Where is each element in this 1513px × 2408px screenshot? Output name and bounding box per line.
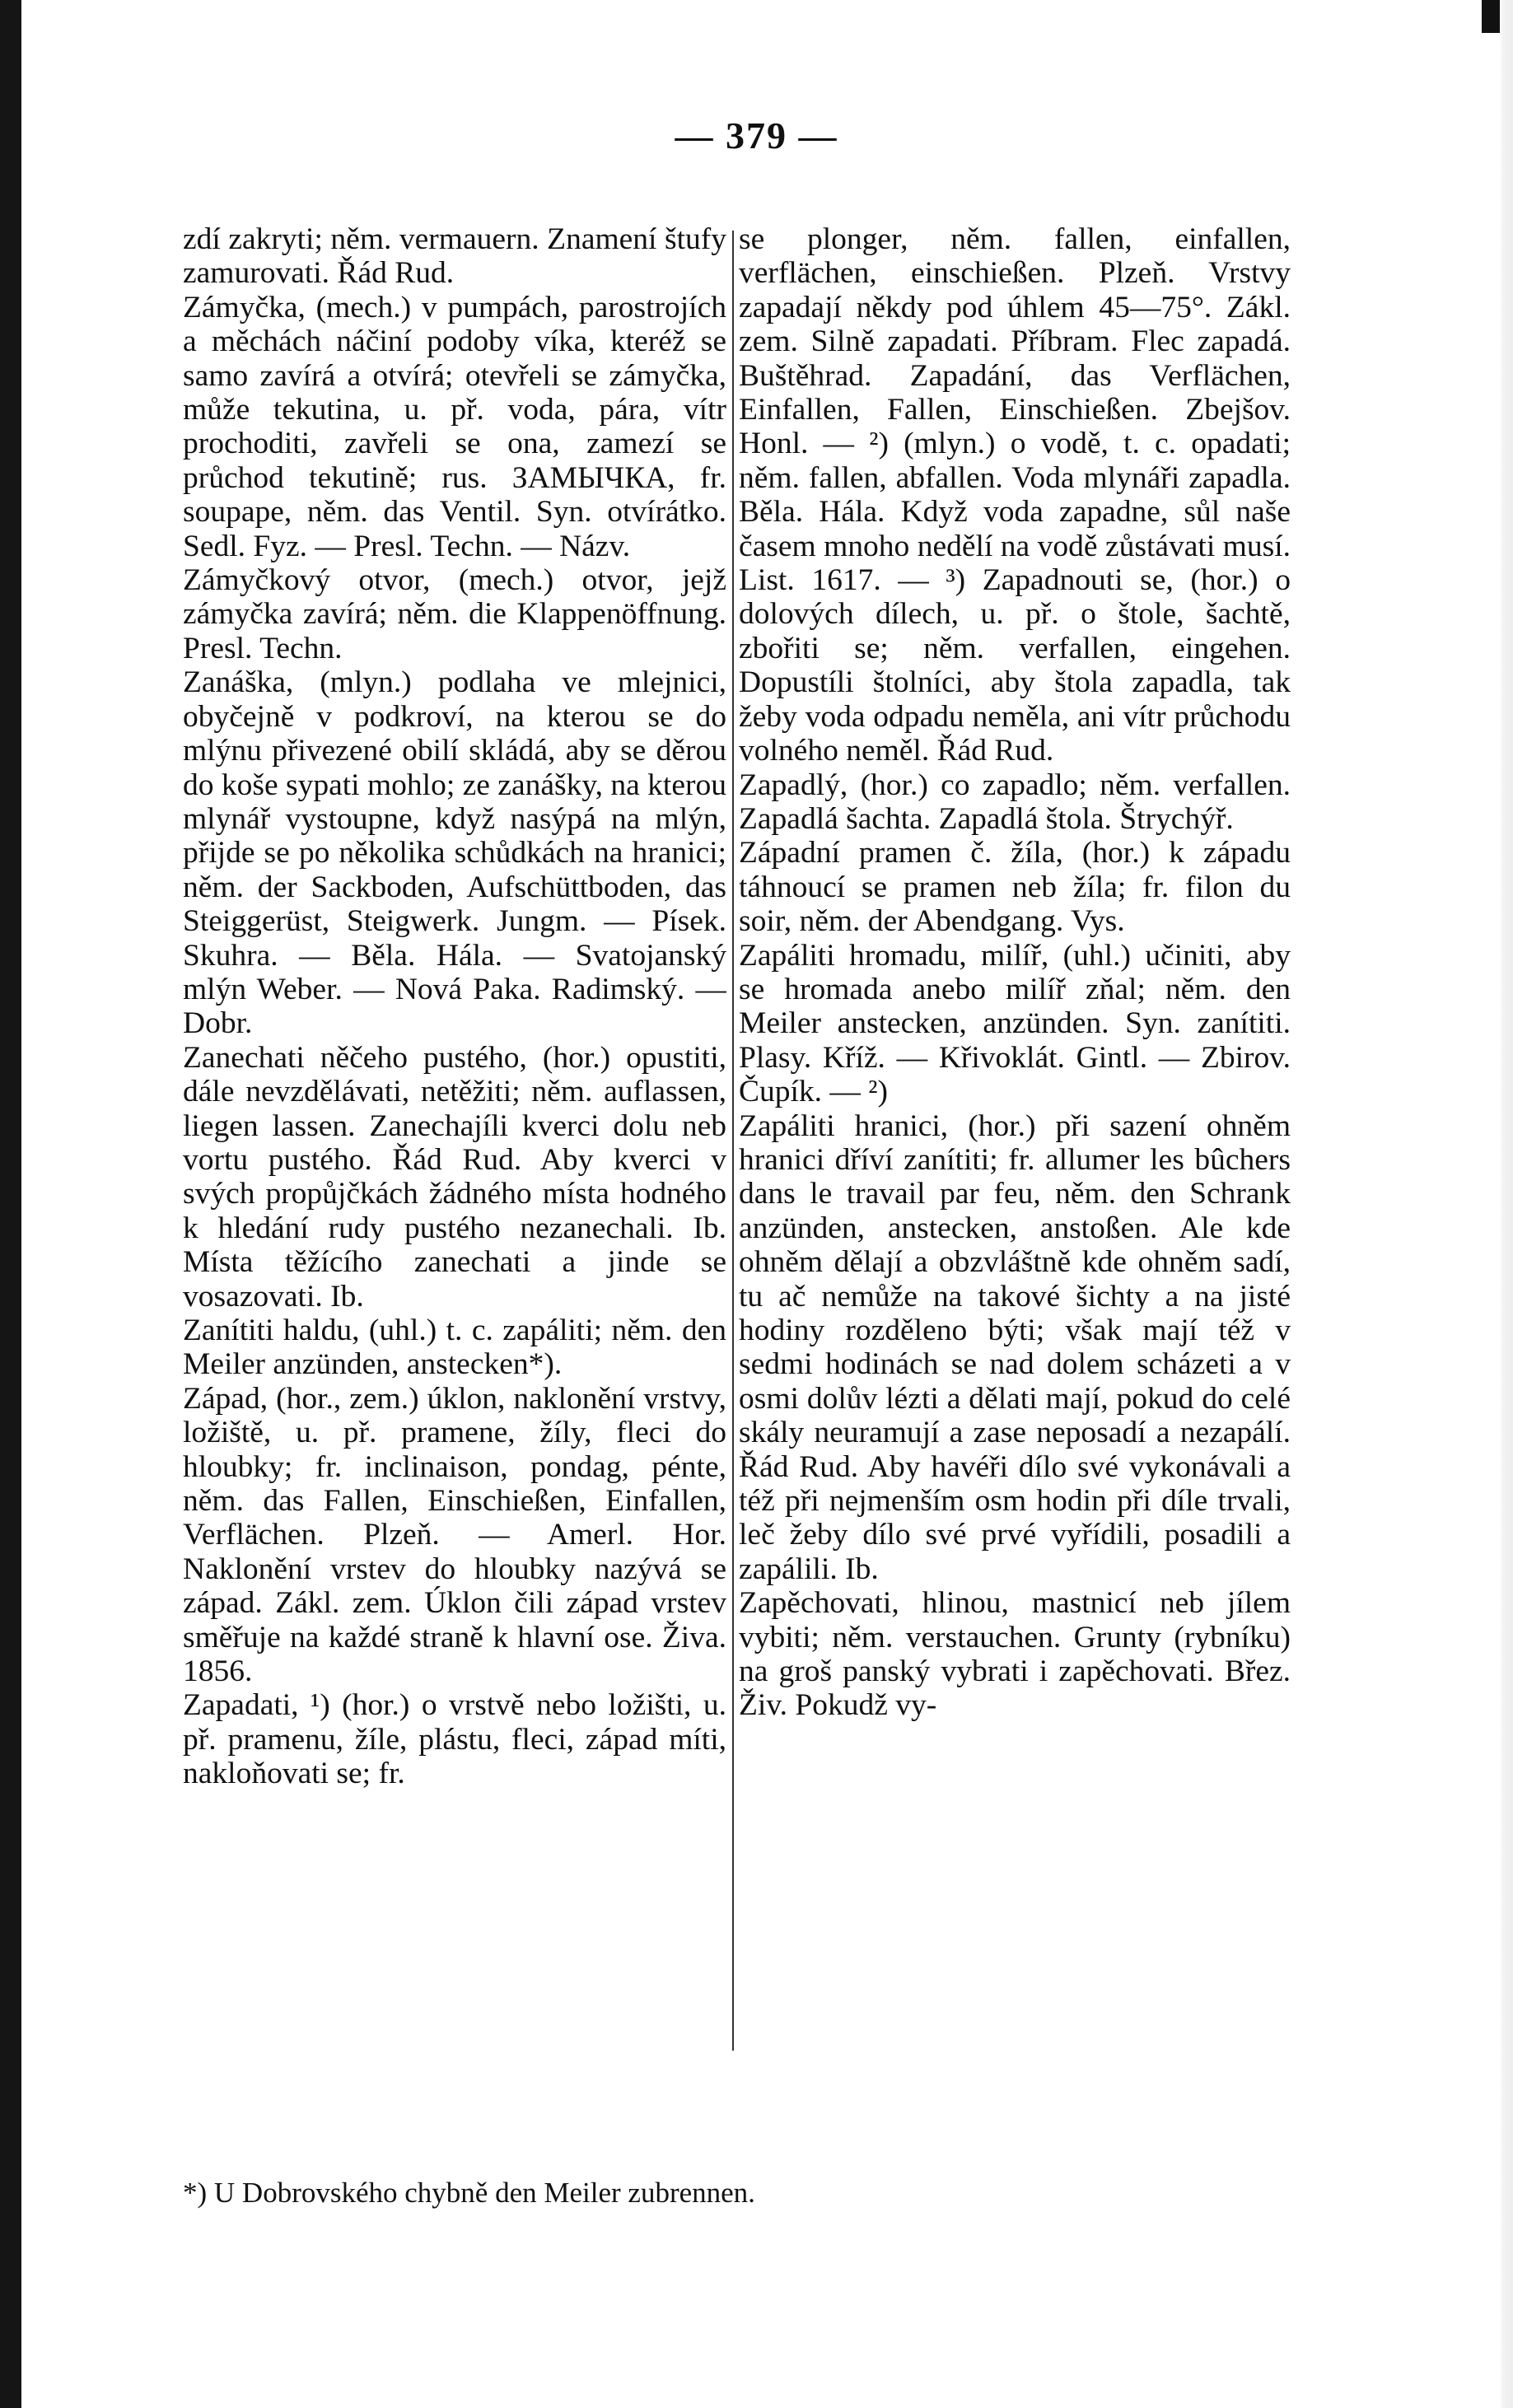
- left-entry-zanechati: Zanechati něčeho pustého, (hor.) opustiti, dále nevzdělávati, netěžiti; něm. auflassen, liegen lassen. Zanechajíli kverci dolu neb vortu pustého. Řád Rud. Aby kverci v svých propůjčkách žádného místa hodného k hledání rudy pustého nezanechali. Ib. Místa těžícího zanechati a jinde se vosazovati. Ib.: [183, 1040, 726, 1314]
- left-entry-zanititi-haldu: Zanítiti haldu, (uhl.) t. c. zapáliti; něm. den Meiler anzünden, anstecken*).: [183, 1314, 726, 1382]
- left-entry-zamyckovy-otvor: Zámyčkový otvor, (mech.) otvor, jejž zámyčka zavírá; něm. die Klappenöffnung. Presl. Techn.: [183, 563, 726, 665]
- left-entry-zamycka: Zámyčka, (mech.) v pumpách, parostrojích a měchách náčiní podoby víka, kteréž se samo zavírá a otvírá; otevřeli se zámyčka, může tekutina, u. př. voda, pára, vítr prochoditi, zavřeli se ona, zamezí se průchod tekutině; rus. ЗАМЫЧКА, fr. soupape, něm. das Ventil. Syn. otvírátko. Sedl. Fyz. — Presl. Techn. — Názv.: [183, 290, 726, 563]
- right-paragraph-1: se plonger, něm. fallen, einfallen, verflächen, einschießen. Plzeň. Vrstvy zapadají někdy pod úhlem 45—75°. Zákl. zem. Silně zapadati. Příbram. Flec zapadá. Buštěhrad. Zapadání, das Verflächen, Einfallen, Fallen, Einschießen. Zbejšov. Honl. — ²) (mlyn.) o vodě, t. c. opadati; něm. fallen, abfallen. Voda mlynáři zapadla. Běla. Hála. Když voda zapadne, sůl naše časem mnoho nedělí na vodě zůstávati musí. List. 1617. — ³) Zapadnouti se, (hor.) o dolových dílech, u. př. o štole, šachtě, zbořiti se; něm. verfallen, eingehen. Dopustíli štolníci, aby štola zapadla, tak žeby voda odpadu neměla, ani vítr průchodu volného neměl. Řád Rud.: [739, 222, 1291, 768]
- left-column: [183, 222, 726, 2042]
- left-paragraph-1: zdí zakryti; něm. vermauern. Znamení štufy zamurovati. Řád Rud.: [183, 222, 726, 291]
- right-entry-zapadni-pramen: Západní pramen č. žíla, (hor.) k západu táhnoucí se pramen neb žíla; fr. filon du soir, něm. der Abendgang. Vys.: [739, 836, 1291, 939]
- right-column: [739, 222, 1291, 2042]
- right-entry-zapaliti-hranici: Zapáliti hranici, (hor.) při sazení ohněm hranici dříví zanítiti; fr. allumer les bûchers dans le travail par feu, něm. den Schrank anzünden, anstecken, anstoßen. Ale kde ohněm dělají a obzvláštně kde ohněm sadí, tu ač nemůže na takové šichty a na jisté hodiny rozděleno býti; však mají též v sedmi hodinách se nad dolem scházeti a v osmi dolův lézti a dělati mají, pokud do celé skály neuramují a zase neposadí a nezapálí. Řád Rud. Aby havéři dílo své vykonávali a též při nejmenším osm hodin při díle trvali, leč žeby dílo své prvé vyřídili, posadili a zapálili. Ib.: [739, 1108, 1291, 1586]
- column-divider: [732, 231, 734, 2051]
- left-entry-zapadati: Zapadati, ¹) (hor.) o vrstvě nebo ložišti, u. př. pramenu, žíle, plástu, fleci, západ míti, nakloňovati se; fr.: [183, 1688, 726, 1791]
- right-entry-zapaliti-hromadu: Zapáliti hromadu, milíř, (uhl.) učiniti, aby se hromada anebo milíř zňal; něm. den Meiler anstecken, anzünden. Syn. zanítiti. Plasy. Kříž. — Křivoklát. Gintl. — Zbirov. Čupík. — ²): [739, 938, 1291, 1109]
- footnote: *) U Dobrovského chybně den Meiler zubrennen.: [183, 2177, 755, 2209]
- left-entry-zapad: Západ, (hor., zem.) úklon, naklonění vrstvy, ložiště, u. př. pramene, žíly, fleci do hloubky; fr. inclinaison, pondag, pénte, něm. das Fallen, Einschießen, Einfallen, Verflächen. Plzeň. — Amerl. Hor. Naklonění vrstev do hloubky nazývá se západ. Zákl. zem. Úklon čili západ vrstev směřuje na každé straně k hlavní ose. Živa. 1856.: [183, 1381, 726, 1689]
- page-number: — 379 —: [675, 114, 838, 156]
- right-entry-zapadly: Zapadlý, (hor.) co zapadlo; něm. verfallen. Zapadlá šachta. Zapadlá štola. Štrychýř.: [739, 768, 1291, 836]
- right-entry-zapechovati: Zapěchovati, hlinou, mastnicí neb jílem vybiti; něm. verstauchen. Grunty (rybníku) na groš panský vybrati i zapěchovati. Břez. Živ. Pokudž vy-: [739, 1586, 1291, 1723]
- scan-edge-right: [1500, 0, 1513, 2408]
- left-entry-zanaska: Zanáška, (mlyn.) podlaha ve mlejnici, obyčejně v podkroví, na kterou se do mlýnu přivezené obilí skládá, aby se děrou do koše sypati mohlo; ze zanášky, na kterou mlynář vystoupne, když nasýpá na mlýn, přijde se po několika schůdkách na hranici; něm. der Sackboden, Aufschüttboden, das Steiggerüst, Steigwerk. Jungm. — Písek. Skuhra. — Běla. Hála. — Svatojanský mlýn Weber. — Nová Paka. Radimský. — Dobr.: [183, 665, 726, 1041]
- scan-edge-left: [0, 0, 21, 2408]
- scan-corner-mark: [1482, 0, 1500, 33]
